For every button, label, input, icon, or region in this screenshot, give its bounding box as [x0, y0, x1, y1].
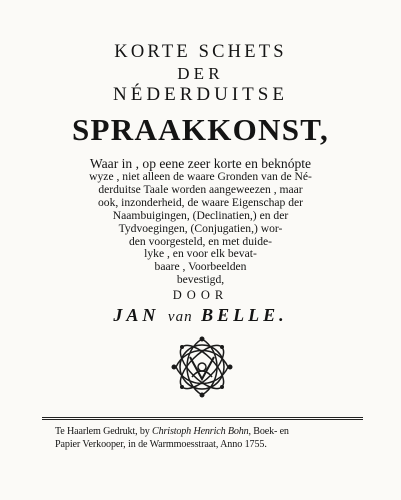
subtitle-line: baare , Voorbeelden: [154, 260, 247, 274]
subtitle-line: Naambuigingen, (Declinatien,) en der: [112, 208, 289, 222]
imprint-line-2: Papier Verkooper, in de Warmmoesstraat, Anno 1755.: [55, 438, 267, 450]
imprint-pre: Te Haarlem Gedrukt, by: [55, 426, 153, 437]
subtitle-line: Waar in , op eene zeer korte en beknópte: [89, 156, 312, 171]
subtitle-line: derduitse Taale worden aangeweezen , maar: [98, 182, 303, 196]
printer-name: Christoph Henrich Bohn: [152, 426, 249, 437]
title-line-2: DER: [177, 64, 224, 83]
divider-rule-thin: [42, 419, 363, 420]
divider-rule: [42, 417, 363, 418]
byline: DOOR: [172, 288, 229, 302]
imprint-line-1: [55, 426, 355, 439]
imprint: [55, 426, 355, 451]
subtitle-line: Tydvoegingen, (Conjugatien,) wor-: [118, 221, 283, 235]
subtitle-line: wyze , niet alleen de waare Gronden van de Né-: [89, 170, 312, 183]
imprint-post: , Boek- en: [248, 426, 289, 437]
subtitle-line: ook, inzonderheid, de waare Eigenschap der: [97, 195, 304, 209]
subtitle-block: [0, 156, 401, 287]
subtitle-line: den voorgesteld, en met duide-: [128, 234, 273, 248]
author-particle: van: [167, 309, 193, 325]
title-line-1: KORTE SCHETS: [114, 42, 287, 62]
author-name: [0, 305, 401, 326]
title-main: SPRAAKKONST,: [71, 112, 330, 147]
author-last: BELLE.: [201, 305, 288, 325]
monogram-ornament-icon: [168, 333, 236, 401]
subtitle-line: bevestigd,: [176, 273, 225, 287]
subtitle-line: lyke , en voor elk bevat-: [144, 247, 257, 261]
author-first: JAN: [113, 305, 160, 325]
title-line-3: NÉDERDUITSE: [113, 84, 288, 105]
